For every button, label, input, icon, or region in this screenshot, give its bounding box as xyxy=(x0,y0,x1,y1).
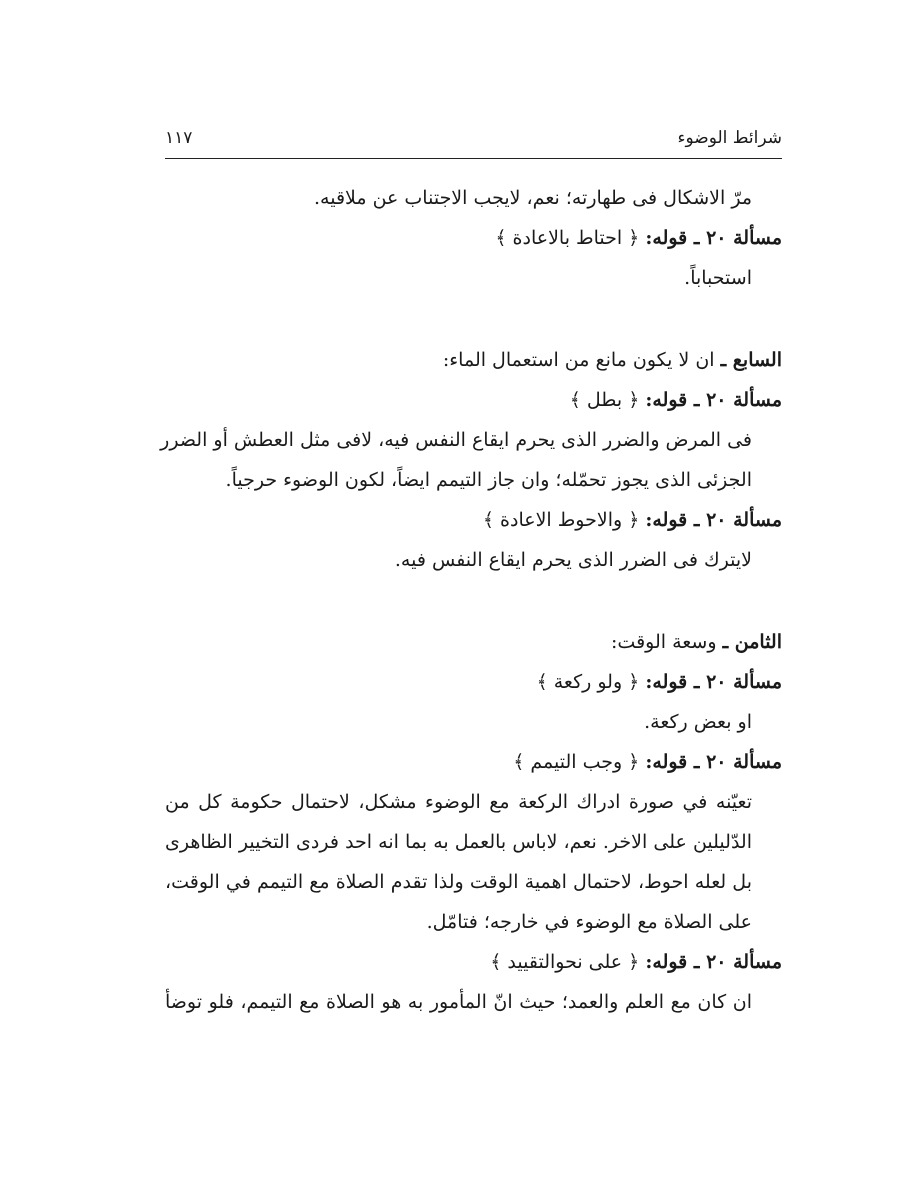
masala-quote: ﴿ احتاط بالاعادة ﴾ xyxy=(495,227,640,249)
section-text: ان لا يكون مانع من استعمال الماء: xyxy=(442,349,715,371)
body-line: او بعض ركعة. xyxy=(644,711,752,733)
running-title: شرائط الوضوء xyxy=(677,128,782,148)
page-body xyxy=(160,178,782,1022)
section-heading xyxy=(165,622,782,662)
section-label: السابع ـ xyxy=(720,349,782,371)
section-label: الثامن ـ xyxy=(722,631,782,653)
body-line: استحباباً. xyxy=(684,267,752,289)
section-heading xyxy=(165,340,782,380)
masala-label: مسألة ٢٠ ـ قوله: xyxy=(645,671,782,693)
body-line: على الصلاة مع الوضوء في خارجه؛ فتامّل. xyxy=(426,911,752,933)
body-line: الجزئى الذى يجوز تحمّله؛ وان جاز التيمم ايضاً، لكون الوضوء حرجياً. xyxy=(225,469,752,491)
body-line: بل لعله احوط، لاحتمال اهمية الوقت ولذا تقدم الصلاة مع التيمم في الوقت، xyxy=(165,871,752,893)
masala-heading xyxy=(165,380,782,420)
header-rule xyxy=(165,158,782,159)
body-line: لايترك فى الضرر الذى يحرم ايقاع النفس فيه. xyxy=(394,549,752,571)
masala-heading xyxy=(165,662,782,702)
masala-label: مسألة ٢٠ ـ قوله: xyxy=(645,389,782,411)
masala-quote: ﴿ وجب التيمم ﴾ xyxy=(513,751,640,773)
masala-label: مسألة ٢٠ ـ قوله: xyxy=(645,951,782,973)
masala-label: مسألة ٢٠ ـ قوله: xyxy=(645,509,782,531)
masala-heading xyxy=(165,942,782,982)
masala-heading xyxy=(165,218,782,258)
body-line: الدّليلين على الاخر. نعم، لاباس بالعمل به بما انه احد فردى التخيير الظاهرى xyxy=(165,831,752,853)
masala-quote: ﴿ على نحوالتقييد ﴾ xyxy=(490,951,640,973)
masala-quote: ﴿ بطل ﴾ xyxy=(569,389,640,411)
body-line: مرّ الاشكال فى طهارته؛ نعم، لايجب الاجتناب عن ملاقيه. xyxy=(313,187,752,209)
masala-heading xyxy=(165,742,782,782)
section-gap xyxy=(165,298,782,340)
masala-quote: ﴿ والاحوط الاعادة ﴾ xyxy=(482,509,640,531)
running-header xyxy=(165,128,782,158)
masala-label: مسألة ٢٠ ـ قوله: xyxy=(645,227,782,249)
masala-quote: ﴿ ولو ركعة ﴾ xyxy=(536,671,640,693)
page-number: ١١٧ xyxy=(165,128,193,148)
body-line: ان كان مع العلم والعمد؛ حيث انّ المأمور به هو الصلاة مع التيمم، فلو توضأ xyxy=(165,991,752,1013)
body-line: فى المرض والضرر الذى يحرم ايقاع النفس فيه، لافى مثل العطش أو الضرر xyxy=(160,429,752,451)
masala-heading xyxy=(165,500,782,540)
section-gap xyxy=(165,580,782,622)
masala-label: مسألة ٢٠ ـ قوله: xyxy=(645,751,782,773)
section-text: وسعة الوقت: xyxy=(611,631,717,653)
body-line: تعيّنه في صورة ادراك الركعة مع الوضوء مشكل، لاحتمال حكومة كل من xyxy=(165,791,752,813)
